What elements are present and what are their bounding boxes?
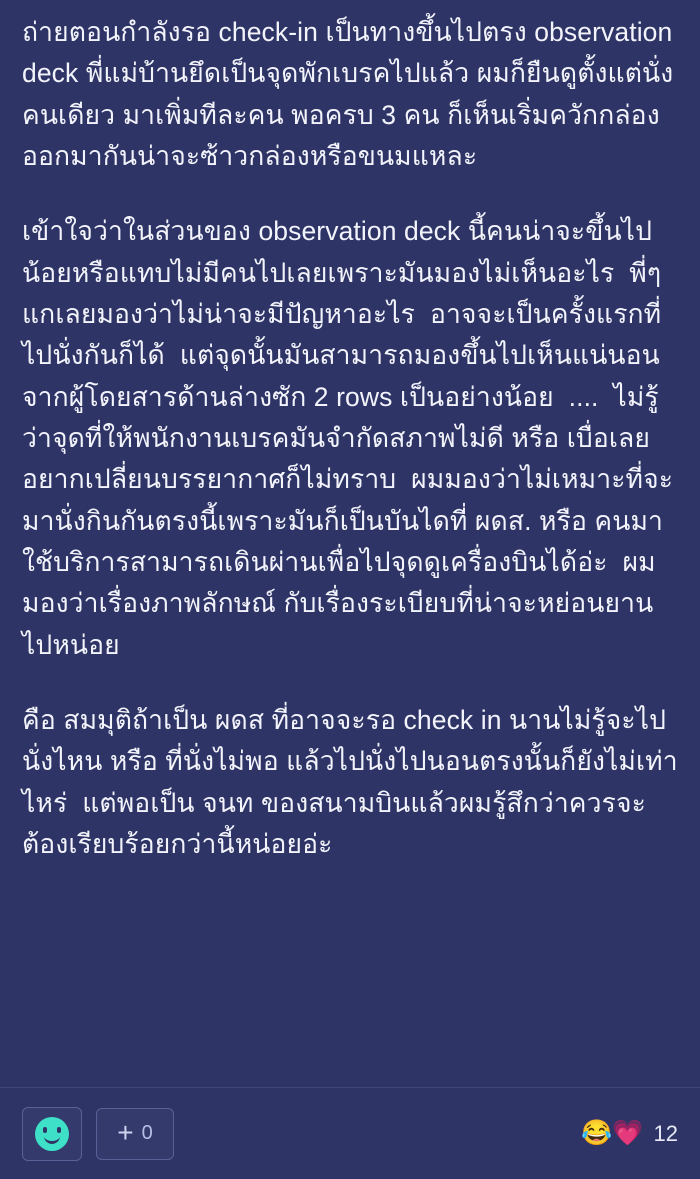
post-footer <box>0 1087 700 1179</box>
heart-emoji-icon: 💗 <box>612 1119 644 1147</box>
plus-icon: + <box>117 1116 134 1148</box>
add-reaction-button[interactable] <box>96 1108 174 1160</box>
post-paragraph: ถ่ายตอนกำลังรอ check-in เป็นทางขึ้นไปตรง observation deck พี่แม่บ้านยึดเป็นจุดพักเบรคไปแล้ว ผมก็ยืนดูตั้งแต่นั่งคนเดียว มาเพิ่มทีละคน พอครบ 3 คน ก็เห็นเริ่มควักกล่องออกมากันน่าจะซ้าวกล่องหรือขนมแหละ <box>22 17 680 171</box>
reaction-summary[interactable] <box>581 1121 678 1147</box>
react-button[interactable] <box>22 1107 82 1161</box>
add-reaction-count: 0 <box>141 1122 153 1144</box>
smiley-face-icon <box>35 1117 69 1151</box>
laughing-emoji-icon: 😂 <box>581 1119 613 1147</box>
post-paragraph: เข้าใจว่าในส่วนของ observation deck นี้คนน่าจะขึ้นไปน้อยหรือแทบไม่มีคนไปเลยเพราะมันมองไม่เห็นอะไร พี่ๆแกเลยมองว่าไม่น่าจะมีปัญหาอะไร อาจจะเป็นครั้งแรกที่ไปนั่งกันก็ได้ แต่จุดนั้นมันสามารถมองขึ้นไปเห็นแน่นอนจากผู้โดยสารด้านล่างซัก 2 rows เป็นอย่างน้อย .... ไม่รู้ว่าจุดที่ให้พนักงานเบรคมันจำกัดสภาพไม่ดี หรือ เบื่อเลยอยากเปลี่ยนบรรยากาศก็ไม่ทราบ ผมมองว่าไม่เหมาะที่จะมานั่งกินกันตรงนี้เพราะมันก็เป็นบันไดที่ ผดส. หรือ คนมาใช้บริการสามารถเดินผ่านเพื่อไปจุดดูเครื่องบินได้อ่ะ ผมมองว่าเรื่องภาพลักษณ์ กับเรื่องระเบียบที่น่าจะหย่อนยานไปหน่อย <box>22 216 674 660</box>
post-paragraph: คือ สมมุติถ้าเป็น ผดส ที่อาจจะรอ check in นานไม่รู้จะไปนั่งไหน หรือ ที่นั่งไม่พอ แล้วไปนั่งไปนอนตรงนั้นก็ยังไม่เท่าไหร่ แต่พอเป็น จนท ของสนามบินแล้วผมรู้สึกว่าควรจะต้องเรียบร้อยกว่านี้หน่อยอ่ะ <box>22 704 678 859</box>
reaction-total-count: 12 <box>653 1120 678 1146</box>
